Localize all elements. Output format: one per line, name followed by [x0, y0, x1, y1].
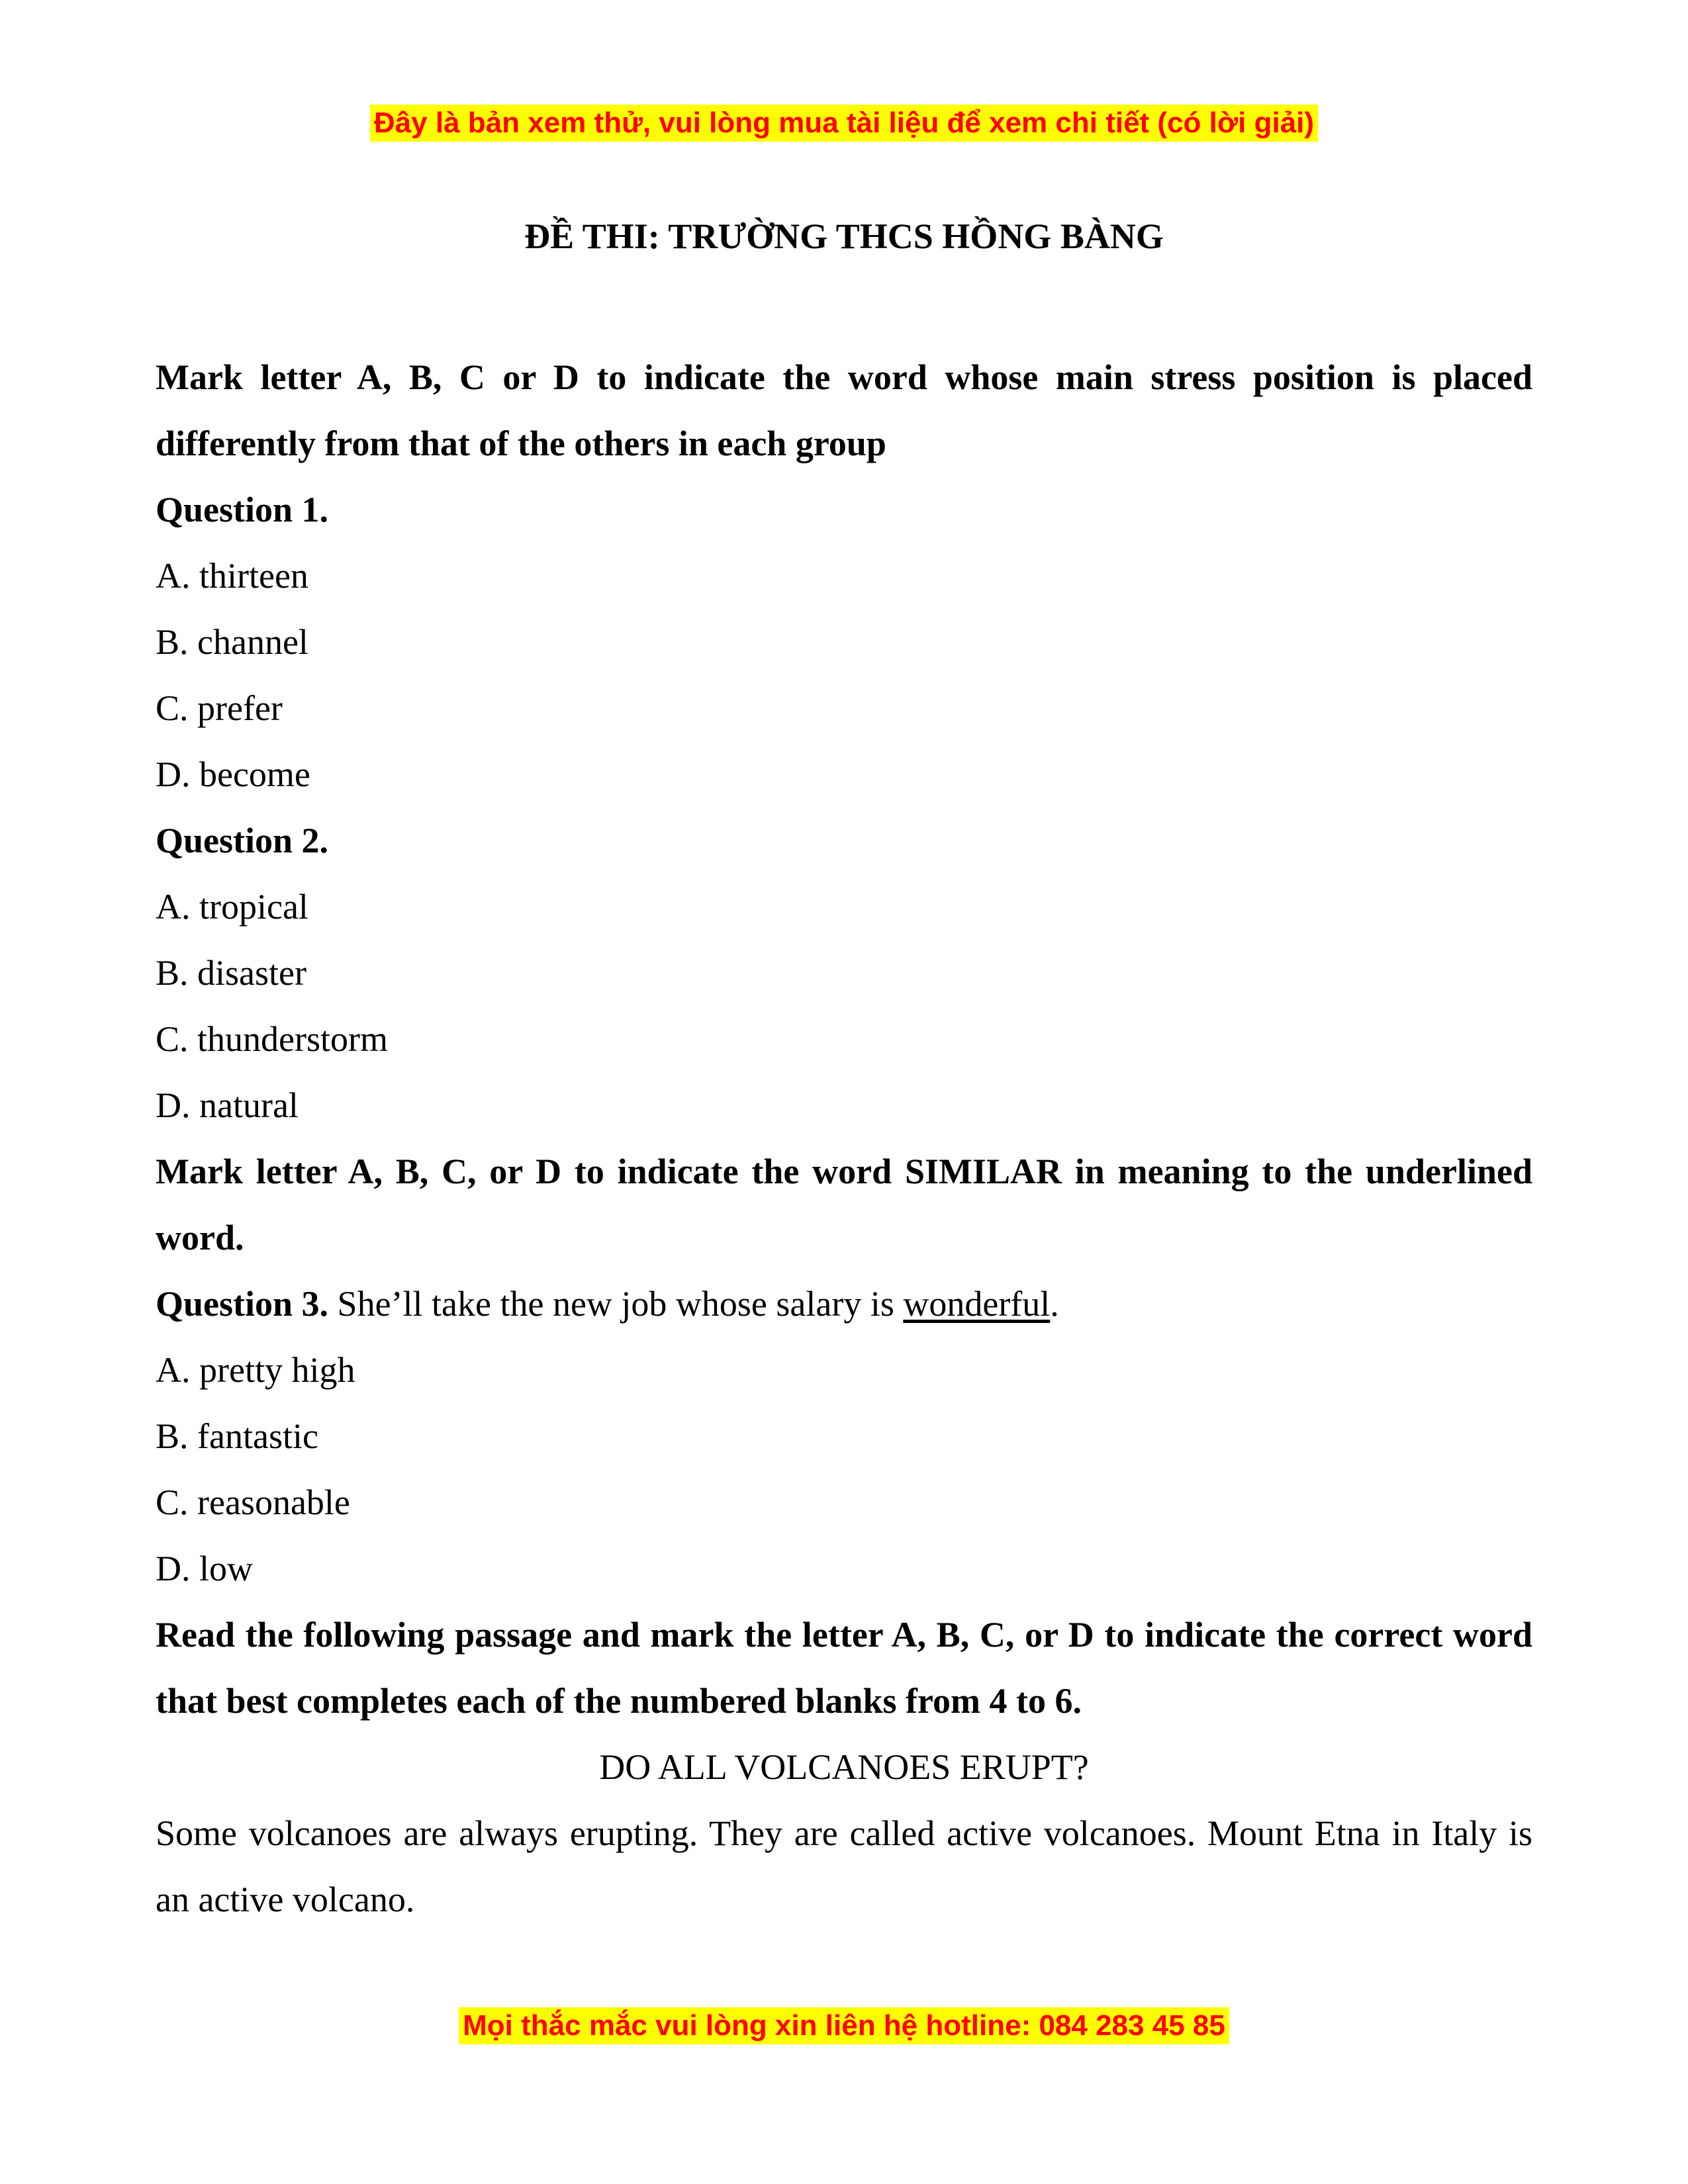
question-1-option-c: C. prefer [156, 688, 283, 728]
section3-instruction: Read the following passage and mark the letter A, B, C, or D to indicate the correct word that best completes each of the numbered blanks from 4 to 6. [156, 1615, 1532, 1721]
passage-title: DO ALL VOLCANOES ERUPT? [599, 1747, 1089, 1787]
question-3-underlined-word: wonderful [903, 1284, 1051, 1324]
question-3-option-c: C. reasonable [156, 1482, 350, 1522]
question-3-option-d: D. low [156, 1549, 253, 1588]
question-3-option-b: B. fantastic [156, 1416, 318, 1456]
question-2-option-c: C. thunderstorm [156, 1019, 388, 1059]
bottom-banner [0, 2007, 1688, 2044]
page-title: ĐỀ THI: TRƯỜNG THCS HỒNG BÀNG [524, 216, 1164, 256]
exam-content [156, 344, 1532, 1933]
top-banner [0, 105, 1688, 142]
question-2-option-b: B. disaster [156, 953, 306, 993]
question-3-label: Question 3. [156, 1284, 329, 1324]
passage-text: Some volcanoes are always erupting. They are called active volcanoes. Mount Etna in Italy is an active volcano. [156, 1813, 1532, 1919]
question-2-option-d: D. natural [156, 1085, 299, 1125]
question-1-option-a: A. thirteen [156, 556, 308, 596]
question-3-text-before: She’ll take the new job whose salary is [328, 1284, 904, 1324]
question-3-stem [156, 1271, 1532, 1337]
preview-notice: Đây là bản xem thử, vui lòng mua tài liệu để xem chi tiết (có lời giải) [370, 105, 1318, 142]
question-3-option-a: A. pretty high [156, 1350, 355, 1390]
section2-instruction: Mark letter A, B, C, or D to indicate the word SIMILAR in meaning to the underlined word. [156, 1152, 1532, 1257]
question-1-option-b: B. channel [156, 622, 308, 662]
question-1-label: Question 1. [156, 490, 329, 529]
question-2-option-a: A. tropical [156, 887, 308, 927]
section1-instruction: Mark letter A, B, C or D to indicate the word whose main stress position is placed differently from that of the others in each group [156, 357, 1532, 463]
hotline-notice: Mọi thắc mắc vui lòng xin liên hệ hotline: 084 283 45 85 [459, 2007, 1229, 2044]
question-3-text-after: . [1050, 1284, 1059, 1324]
question-2-label: Question 2. [156, 821, 329, 860]
question-1-option-d: D. become [156, 754, 310, 794]
